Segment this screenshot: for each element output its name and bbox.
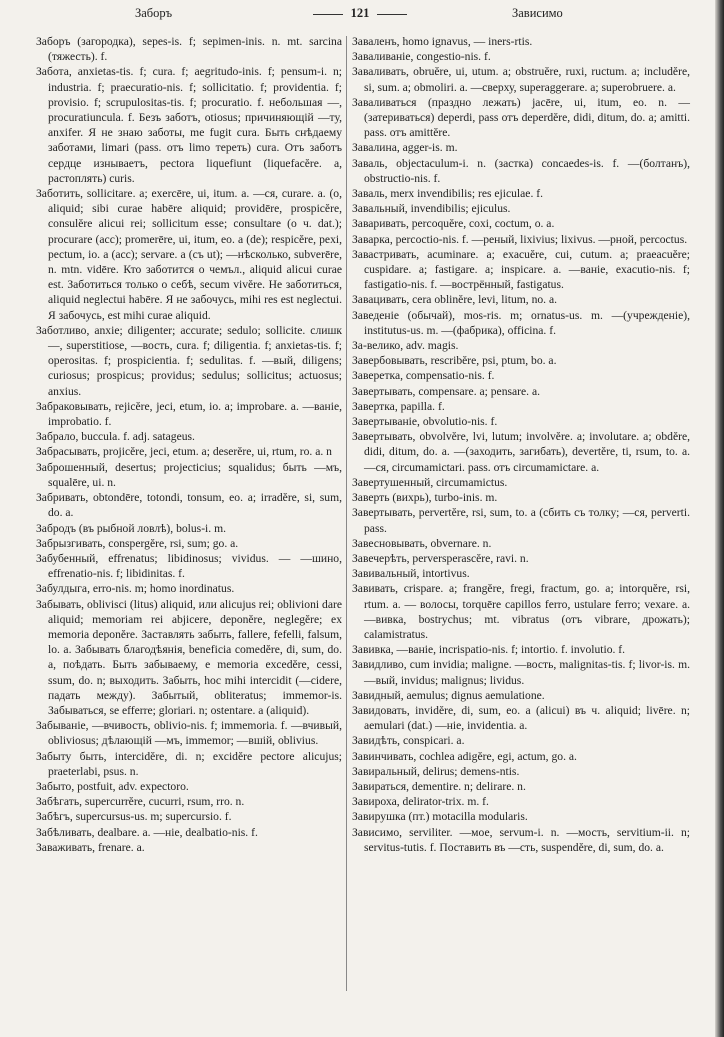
dictionary-entry: Заваль, objectaculum-i. n. (застка) concaedes-is. f. —(болтанъ), obstructio-nis. f. xyxy=(352,156,690,185)
dictionary-entry: Завидный, aemulus; dignus aemulatione. xyxy=(352,688,545,702)
dictionary-entry: Заваленъ, homo ignavus, — iners-rtis. xyxy=(352,35,533,48)
dictionary-entry: За-велико, adv. magis. xyxy=(352,339,459,353)
dictionary-entry: Завидѣть, conspicari. a. xyxy=(352,734,465,748)
dictionary-entry: Завертывать, obvolvĕre, lvi, lutum; involvĕre. a; involutare. a; obdĕre, didi, ditum, do. a. —(заходить, загибать), devertĕre, ti, rsum, to. a. —ся, circumamictari. pass. отъ circumamictare. a. xyxy=(352,430,690,474)
page-number xyxy=(300,6,420,21)
dictionary-entry: Забѣгъ, supercursus-us. m; supercursio. f. xyxy=(36,810,232,824)
dictionary-entry: Завирушка (пт.) motacilla modularis. xyxy=(352,810,528,824)
dictionary-entry: Заборъ (загородка), sepes-is. f; sepimen-inis. n. mt. sarcina (тяжесть). f. xyxy=(36,35,342,64)
dictionary-entry: Забываніе, —вчивость, oblivio-nis. f; immemoria. f. —вчивый, obliviosus; дѣлающій —мъ, immemor; —вшій, oblivius. xyxy=(36,719,342,748)
dictionary-entry: Завираться, dementire. n; delirare. n. xyxy=(352,779,526,793)
dictionary-entry: Завацивать, cera oblinĕre, levi, litum, no. a. xyxy=(352,293,558,307)
dictionary-entry: Заваривать, percoquĕre, coxi, coctum, o. a. xyxy=(352,217,555,231)
dictionary-entry: Завивать, crispare. a; frangĕre, fregi, fractum, go. a; intorquĕre, rsi, rtum. a. — волосы, torquēre capillos ferro, ustulare ferro; vexare. a. —вивка, bostrychus; mt. vibratus (отъ vibrare, дрожать); calamistratus. xyxy=(352,582,690,641)
dictionary-entry: Заверетка, compensatio-nis. f. xyxy=(352,369,495,383)
dictionary-entry: Завальный, invendibilis; ejiculus. xyxy=(352,202,511,216)
dictionary-entry: Завидливо, cum invidia; maligne. —вость, malignitas-tis. f; livor-is. m. —вый, invidus; malignus; lividus. xyxy=(352,658,690,687)
dictionary-entry: Заварка, percoctio-nis. f. —реный, lixivius; lixivus. —рной, percoctus. xyxy=(352,232,688,246)
dictionary-entry: Заброшенный, desertus; projecticius; squalidus; быть —мъ, squalēre, ui. n. xyxy=(36,460,342,489)
dictionary-entry: Забрасывать, projicĕre, jeci, etum. a; deserĕre, ui, rtum, ro. a. n xyxy=(36,445,332,459)
dictionary-entry: Заведеніе (обычай), mos-ris. m; ornatus-us. m. —(учрежденіе), institutus-us. m. —(фабрика), officina. f. xyxy=(352,308,690,337)
dictionary-entry: Заваливаніе, congestio-nis. f. xyxy=(352,50,491,64)
running-head-right: Зависимо xyxy=(512,6,563,20)
left-column xyxy=(36,34,342,855)
dictionary-entry: Забрызгивать, conspergĕre, rsi, sum; go. a. xyxy=(36,536,239,550)
dictionary-entry: Завивальный, intortivus. xyxy=(352,567,470,581)
dictionary-entry: Завертушенный, circumamictus. xyxy=(352,475,508,489)
dictionary-entry: Заваливаться (праздно лежать) jacēre, ui, itum, eo. n. —(затериваться) deperdi, pass отъ deperdĕre, didi, ditum, do. a; amitti. pass. отъ amittĕre. xyxy=(352,95,690,140)
dictionary-entry: Завертывать, pervertĕre, rsi, sum, to. a (сбить съ толку; —ся, perverti. pass. xyxy=(352,506,690,535)
dictionary-entry: Завербовывать, rescribĕre, psi, ptum, bo. a. xyxy=(352,354,557,368)
page-edge-shadow xyxy=(715,0,724,1037)
right-column xyxy=(352,34,690,855)
dictionary-entry: Заботливо, anxie; diligenter; accurate; sedulo; sollicite. слишк—, superstitiose, —вость, cura. f; diligentia. f; anxietas-tis. f; operositas. f; prospicientia. f; sedulitas. f. —вый, diligens; curiosus; prospicus; providus; sedulus; sollicitus; actuosus; anxius. xyxy=(36,323,342,398)
dictionary-entry: Завастривать, acuminare. a; exacuĕre, cui, cutum. a; praeacuĕre; cuspidare. a; fastigare. a; inspicare. a. —ваніе, exacutio-nis. f; fastigatio-nis. f. —вострённый, fastigatus. xyxy=(352,247,690,292)
dictionary-entry: Забыто, postfuit, adv. expectoro. xyxy=(36,779,189,793)
dictionary-entry: Завалина, agger-is. m. xyxy=(352,141,458,155)
dictionary-entry: Заботить, sollicitare. a; exercēre, ui, itum. a. —ся, curare. a. (о, aliquid; sibi curae habēre aliquid; providēre, prospicĕre, consulĕre alicui rei; sollicitum esse; consultare (о ч. dat.); procurare (acc); promerēre, ui, itum, eo. a (de); respicĕre, pexi, pectum, io. a (acc); servare. a (съ ut); —нѣсколько, subverēre, n. mtn. vidēre. Кто заботится о чемъл., aliquid alicui curae est. Заботиться только о себѣ, secum vivĕre. Не заботиться, aliquid neglectui habēre. Я не забочусь, mihi res est neglectui. Я забочусь, est mihi curae aliquid. xyxy=(36,187,342,322)
dictionary-entry: Забривать, obtondēre, totondi, tonsum, eo. a; irradĕre, si, sum, do. a. xyxy=(36,491,342,520)
dictionary-entry: Завертываніе, obvolutio-nis. f. xyxy=(352,415,498,429)
dictionary-entry: Завечерѣть, perversperascĕre, ravi. n. xyxy=(352,551,529,565)
dictionary-entry: Завинчивать, cochlea adigĕre, egi, actum, go. a. xyxy=(352,749,577,763)
dictionary-entry: Забыту быть, intercidĕre, di. n; excidĕre pectore alicujus; praeterlabi, psus. n. xyxy=(36,749,342,778)
column-divider xyxy=(346,36,347,991)
dictionary-entry: Забраковывать, rejicĕre, jeci, etum, io. a; improbare. a. —ваніе, improbatio. f. xyxy=(36,399,342,429)
dictionary-entry: Забѣгать, supercurrĕre, cucurri, rsum, rro. n. xyxy=(36,795,245,809)
dictionary-entry: Заваль, merx invendibilis; res ejiculae. f. xyxy=(352,187,543,201)
dictionary-entry: Завесновывать, obvernare. n. xyxy=(352,536,492,550)
page-number-text: 121 xyxy=(350,6,370,20)
dictionary-entry: Завироха, delirator-trix. m. f. xyxy=(352,795,489,809)
dictionary-entry: Завертка, papilla. f. xyxy=(352,399,445,413)
dictionary-entry: Забѣливать, dealbare. a. —ніе, dealbatio-nis. f. xyxy=(36,825,258,839)
dictionary-entry: Завертывать, compensare. a; pensare. a. xyxy=(352,384,540,398)
running-head-left: Заборъ xyxy=(135,6,173,20)
dictionary-entry: Завидовать, invidĕre, di, sum, eo. a (alicui) въ ч. aliquid; livēre. n; aemulari (dat.) —ніе, invidentia. a. xyxy=(352,703,690,733)
dictionary-entry: Забывать, oblivisci (litus) aliquid, или alicujus rei; oblivioni dare aliquid; memoriam rei abjicere, deponĕre, neglegĕre; ex memoria deponĕre. Заставлять забыть, fallere, fefelli, falsum, lo. a. Забывать благодѣянія, beneficia comedĕre, di, sum, do. a, поѣдать. Быть забываему, e memoria excedĕre, cessi, ssum, do. n; выходить. Забыть, hoc mihi intercidit (—cidere, падать между). Забытый, obliteratus; immemor-is. Забываться, se efferre; gloriari. n; ostentare. a (aliquid). xyxy=(36,597,342,717)
dictionary-entry: Заваливать, obruĕre, ui, utum. a; obstruĕre, ruxi, ructum. a; includĕre, si, sum. a; obmoliri. a. —сверху, superaggerare. a; superobruere. a. xyxy=(352,65,690,94)
dictionary-entry: Забулдыга, erro-nis. m; homo inordinatus. xyxy=(36,582,235,596)
dictionary-entry: Заверть (вихрь), turbo-inis. m. xyxy=(352,491,498,505)
dictionary-entry: Забрало, buccula. f. adj. satageus. xyxy=(36,430,195,444)
dictionary-entry: Забубенный, effrenatus; libidinosus; vividus. — —шино, effrenatio-nis. f; libidinitas. f. xyxy=(36,551,342,581)
dictionary-entry: Завиральный, delirus; demens-ntis. xyxy=(352,764,520,778)
dictionary-entry: Зависимо, serviliter. —мое, servum-i. n. —мость, servitium-ii. n; servitus-tutis. f. Поставить въ —сть, suspendĕre, di, sum, do. a. xyxy=(352,825,690,854)
dictionary-entry: Забота, anxietas-tis. f; cura. f; aegritudo-inis. f; pensum-i. n; industria. f; praecuratio-nis. f; sollicitatio. f; providentia. f; provisio. f; scrupulositas-tis. f; procuratio. f. небольшая —, procuratiuncula. f. Безъ заботъ, otiosus; причиняющій —ту, anxifer. Я не знаю заботы, me fugit cura. Быть снѣдаему заботами, limari (pass. отъ limo тереть) cura. Отъ заботъ сердце изнываетъ, pectora liquefiunt (liquefacĕre. a, растоплять) curis. xyxy=(36,65,342,185)
dictionary-entry: Забродъ (въ рыбной ловлѣ), bolus-i. m. xyxy=(36,521,226,535)
dictionary-entry: Завивка, —ваніе, incrispatio-nis. f; intortio. f. involutio. f. xyxy=(352,643,626,657)
dictionary-entry: Заваживать, frenare. a. xyxy=(36,840,145,854)
